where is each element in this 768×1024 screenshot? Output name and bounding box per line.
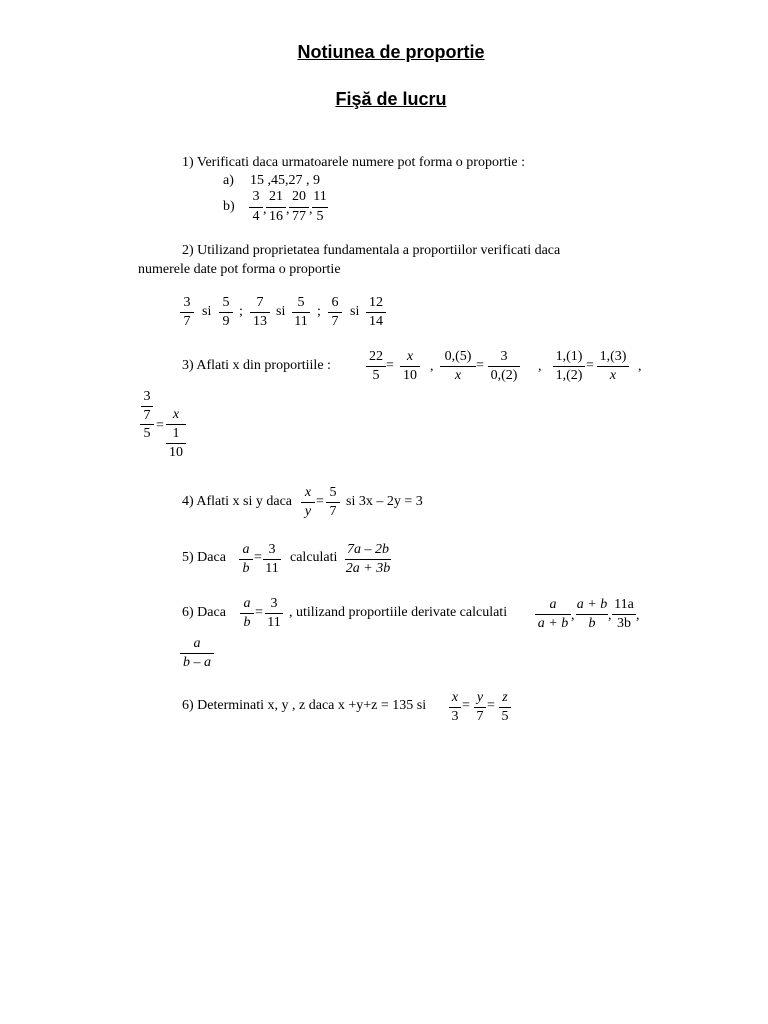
si-word: si [202,304,212,319]
comma: , [538,359,542,374]
fraction-numerator: 21 [269,189,283,204]
fraction-numerator: x [406,349,414,364]
fraction-numerator: 7 [256,295,264,310]
fraction-bar [180,653,214,654]
fraction-bar [266,207,286,208]
fraction-numerator: 1,(1) [555,349,583,364]
exercise-5-middle: calculati [290,550,338,565]
fraction-denominator: 7 [331,314,339,329]
exercise-5-statement: 5) Daca [182,550,226,565]
fraction-numerator: a [549,597,557,612]
equals-sign: = [156,418,164,433]
equals-sign: = [462,698,470,713]
fraction-denominator: 3b [617,616,631,631]
exercise-6a-statement: 6) Daca [182,605,226,620]
exercise-3-statement: 3) Aflati x din proportiile : [182,358,331,373]
fraction-numerator: x [304,485,312,500]
fraction-numerator: a [243,596,251,611]
fraction-denominator: b [242,561,250,576]
fraction-bar [400,366,420,367]
separator: ; [239,304,243,319]
fraction-denominator: 77 [292,209,306,224]
fraction-denominator: a + b [537,616,569,631]
fraction-denominator: 5 [316,209,324,224]
comma: , [638,359,642,374]
exercise-4-condition: si 3x – 2y = 3 [346,494,423,509]
fraction-numerator: 5 [297,295,305,310]
comma: , [309,202,313,217]
comma: , [608,608,612,623]
equals-sign: = [316,494,324,509]
fraction-bar [301,502,315,503]
fraction-denominator: 3 [451,709,459,724]
page-subtitle: Fişă de lucru [335,89,447,109]
fraction-bar [166,424,186,425]
fraction-bar [292,312,310,313]
fraction-denominator: 14 [369,314,383,329]
fraction-denominator: 5 [143,426,151,441]
fraction-denominator: 11 [265,561,279,576]
fraction-bar [263,559,281,560]
fraction-numerator: 3 [268,542,276,557]
fraction-denominator: x [609,368,617,383]
fraction-denominator: b [588,616,596,631]
fraction-bar [474,707,486,708]
fraction-denominator: 16 [269,209,283,224]
fraction-numerator: a [193,636,201,651]
fraction-numerator: y [476,690,484,705]
exercise-1-statement: 1) Verificati daca urmatoarele numere pot forma o proportie : [182,155,525,170]
fraction-bar [289,207,309,208]
comma: , [636,608,640,623]
exercise-6a-middle: , utilizand proportiile derivate calculati [289,605,508,620]
fraction-bar [312,207,328,208]
fraction-denominator: 10 [169,445,183,460]
fraction-numerator: 3 [500,349,508,364]
fraction-bar [265,613,283,614]
fraction-numerator: 1 [172,426,180,441]
fraction-numerator: 0,(5) [444,349,472,364]
fraction-bar [553,366,585,367]
si-word: si [350,304,360,319]
fraction-numerator: 7a – 2b [347,542,389,557]
fraction-denominator: 0,(2) [490,368,518,383]
fraction-bar [499,707,511,708]
fraction-denominator: 11 [267,615,281,630]
fraction-denominator: 7 [329,504,337,519]
fraction-denominator: 13 [253,314,267,329]
fraction-denominator: 10 [403,368,417,383]
fraction-numerator: 5 [329,485,337,500]
fraction-bar [250,312,270,313]
fraction-numerator: x [172,407,180,422]
fraction-bar [576,614,608,615]
fraction-numerator: 6 [331,295,339,310]
fraction-denominator: 4 [252,209,260,224]
fraction-bar [488,366,520,367]
fraction-bar [140,424,154,425]
fraction-bar [597,366,629,367]
exercise-6b-statement: 6) Determinati x, y , z daca x +y+z = 135 si [182,698,427,713]
fraction-denominator: 9 [222,314,230,329]
exercise-2-statement-line1: 2) Utilizand proprietatea fundamentala a proportiilor verificati daca [182,243,561,258]
fraction-denominator: y [304,504,312,519]
exercise-1b-label: b) [223,199,235,214]
fraction-denominator: 2a + 3b [345,561,391,576]
fraction-denominator: 11 [294,314,308,329]
equals-sign: = [476,358,484,373]
fraction-bar [180,312,194,313]
comma: , [263,202,267,217]
exercise-1a-label: a) [223,173,234,188]
fraction-numerator: 20 [292,189,306,204]
fraction-bar [141,406,153,407]
fraction-numerator: 3 [252,189,260,204]
fraction-bar [328,312,342,313]
fraction-numerator: 22 [369,349,383,364]
fraction-denominator: 5 [501,709,509,724]
si-word: si [276,304,286,319]
fraction-numerator: 5 [222,295,230,310]
fraction-numerator: a [242,542,250,557]
fraction-denominator: 7 [143,408,151,423]
fraction-bar [239,559,253,560]
exercise-4-statement: 4) Aflati x si y daca [182,494,293,509]
fraction-bar [535,614,571,615]
equals-sign: = [255,605,263,620]
fraction-denominator: 1,(2) [555,368,583,383]
fraction-denominator: 5 [372,368,380,383]
fraction-bar [366,366,386,367]
fraction-numerator: x [451,690,459,705]
fraction-denominator: b [243,615,251,630]
fraction-denominator: 7 [183,314,191,329]
fraction-numerator: a + b [576,597,608,612]
fraction-numerator: 3 [270,596,278,611]
fraction-bar [249,207,263,208]
equals-sign: = [586,358,594,373]
comma: , [286,202,290,217]
fraction-numerator: 11 [313,189,327,204]
fraction-bar [449,707,461,708]
separator: ; [317,304,321,319]
equals-sign: = [254,550,262,565]
fraction-bar [366,312,386,313]
fraction-numerator: 3 [143,389,151,404]
comma: , [430,359,434,374]
fraction-denominator: x [454,368,462,383]
exercise-2-statement-line2: numerele date pot forma o proportie [138,262,341,277]
comma: , [571,608,575,623]
fraction-bar [440,366,476,367]
fraction-bar [166,443,186,444]
equals-sign: = [386,358,394,373]
fraction-numerator: 3 [183,295,191,310]
fraction-numerator: 12 [369,295,383,310]
fraction-bar [612,614,636,615]
fraction-bar [219,312,233,313]
fraction-bar [240,613,254,614]
fraction-numerator: 1,(3) [599,349,627,364]
fraction-bar [345,559,391,560]
page-title: Notiunea de proportie [297,42,485,62]
fraction-numerator: z [502,690,508,705]
fraction-bar [326,502,340,503]
equals-sign: = [487,698,495,713]
fraction-denominator: b – a [183,655,211,670]
fraction-numerator: 11a [614,597,634,612]
fraction-denominator: 7 [476,709,484,724]
exercise-1a-values: 15 ,45,27 , 9 [250,173,320,188]
